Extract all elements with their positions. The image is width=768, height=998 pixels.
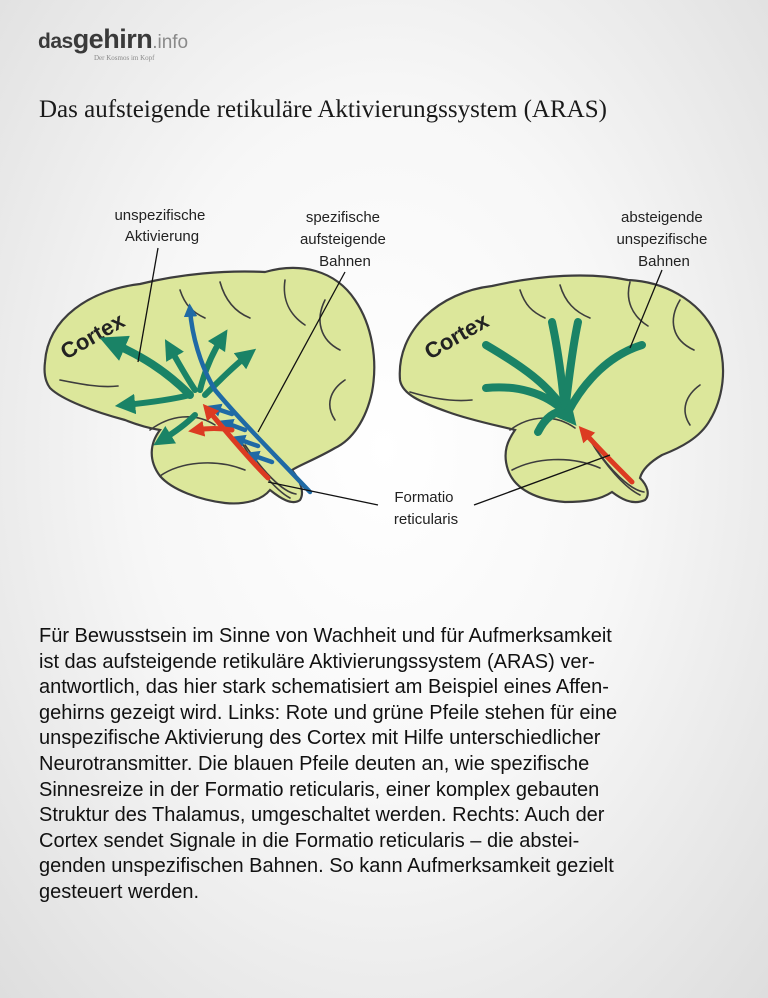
label-unspezifische-aktivierung: unspezifische Aktivierung bbox=[114, 207, 206, 245]
description-line: Cortex sendet Signale in die Formatio reticularis – die abstei- bbox=[39, 829, 580, 852]
logo-gehirn: gehirn bbox=[72, 24, 153, 54]
logo-info: .info bbox=[152, 32, 189, 53]
description-line: gehirns gezeigt wird. Links: Rote und grüne Pfeile stehen für eine bbox=[39, 701, 618, 724]
label-spezifische-bahnen: spezifische aufsteigende Bahnen bbox=[299, 209, 386, 270]
description-line: unspezifische Aktivierung des Cortex mit Hilfe unterschiedlicher bbox=[39, 727, 601, 750]
description-line: gesteuert werden. bbox=[39, 880, 200, 903]
description-line: Struktur des Thalamus, umgeschaltet werden. Rechts: Auch der bbox=[39, 804, 605, 827]
label-formatio-reticularis: Formatio reticularis bbox=[393, 489, 459, 528]
description-line: Neurotransmitter. Die blauen Pfeile deuten an, wie spezifische bbox=[39, 752, 590, 775]
description-line: antwortlich, das hier stark schematisiert am Beispiel eines Affen- bbox=[39, 676, 609, 699]
page-title: Das aufsteigende retikuläre Aktivierungssystem (ARAS) bbox=[39, 96, 607, 123]
description-line: genden unspezifischen Bahnen. So kann Aufmerksamkeit gezielt bbox=[39, 855, 614, 878]
description-text bbox=[39, 624, 739, 906]
right-brain bbox=[400, 209, 723, 502]
right-cortex-label: Cortex bbox=[420, 307, 493, 365]
label-absteigende-bahnen: absteigende unspezifische Bahnen bbox=[616, 209, 708, 270]
description-line: Sinnesreize in der Formatio reticularis, einer komplex gebauten bbox=[39, 778, 600, 801]
logo-tagline: Der Kosmos im Kopf bbox=[94, 54, 155, 62]
left-cortex-label: Cortex bbox=[56, 307, 129, 365]
description-line: ist das aufsteigende retikuläre Aktivierungssystem (ARAS) ver- bbox=[39, 650, 595, 673]
description-line: Für Bewusstsein im Sinne von Wachheit und für Aufmerksamkeit bbox=[39, 625, 612, 647]
left-brain bbox=[45, 207, 391, 503]
logo-das: das bbox=[38, 30, 73, 53]
